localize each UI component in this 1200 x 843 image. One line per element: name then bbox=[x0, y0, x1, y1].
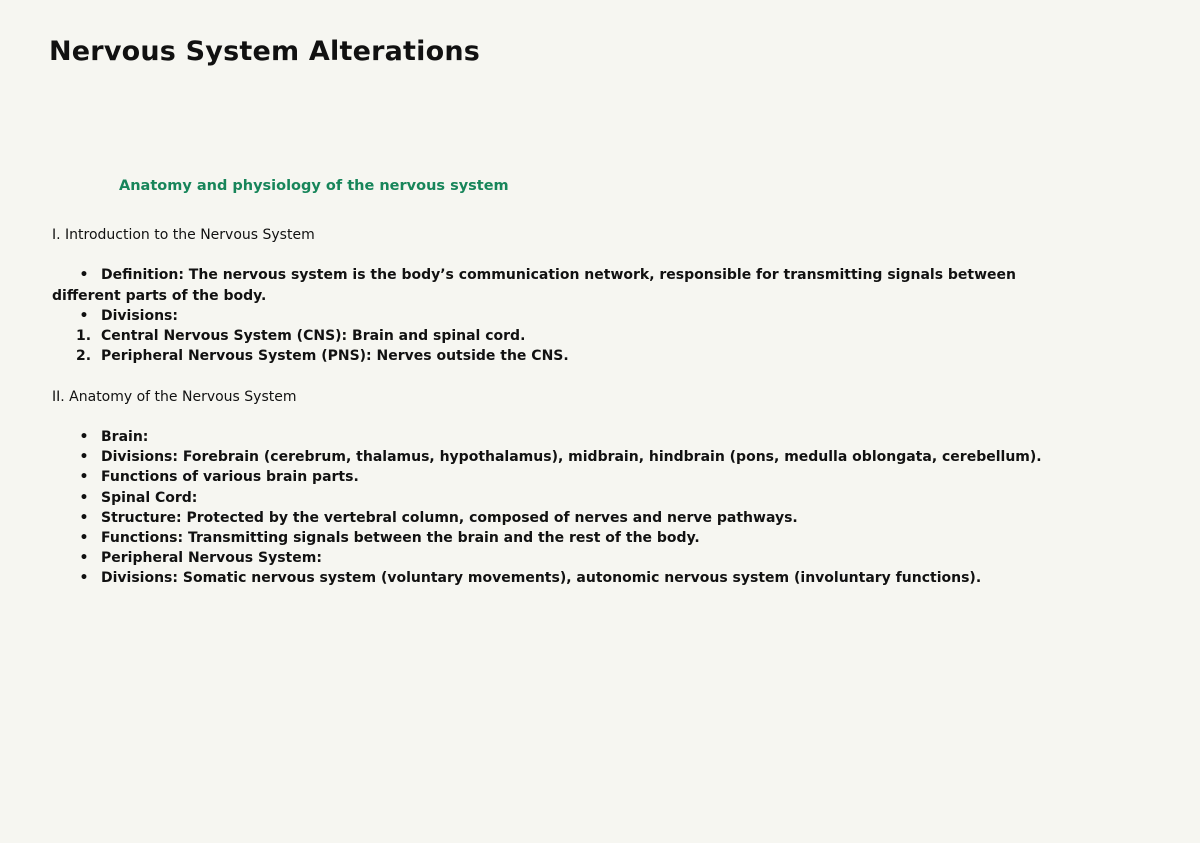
page-title: Nervous System Alterations bbox=[49, 36, 481, 67]
section-heading: II. Anatomy of the Nervous System bbox=[52, 388, 297, 405]
bullet-marker: • bbox=[79, 550, 89, 567]
list-item bbox=[52, 326, 1052, 346]
document-subtitle: Anatomy and physiology of the nervous system bbox=[119, 178, 509, 194]
bullet-marker: • bbox=[79, 489, 89, 506]
list-item-text: Divisions: Somatic nervous system (voluntary movements), autonomic nervous system (involuntary functions). bbox=[101, 570, 982, 587]
list-item bbox=[52, 508, 1052, 528]
bullet-marker: • bbox=[79, 530, 89, 546]
section-heading: I. Introduction to the Nervous System bbox=[52, 227, 315, 243]
list-item bbox=[52, 488, 1052, 508]
list-item-text: Structure: Protected by the vertebral column, composed of nerves and nerve pathways. bbox=[101, 509, 798, 526]
number-marker: 1. bbox=[76, 328, 92, 344]
list-item bbox=[52, 265, 1052, 305]
list-item bbox=[52, 467, 1052, 487]
list-item-text: Spinal Cord: bbox=[101, 489, 198, 506]
bullet-marker: • bbox=[79, 509, 89, 526]
number-marker: 2. bbox=[76, 348, 92, 365]
bullet-marker: • bbox=[79, 428, 89, 445]
list-item-text: Divisions: bbox=[101, 307, 178, 324]
list-item bbox=[52, 568, 1052, 588]
list-item bbox=[52, 346, 1052, 366]
list-item-text: Peripheral Nervous System: bbox=[101, 550, 322, 567]
bullet-marker: • bbox=[79, 449, 89, 466]
list-item-text: Divisions: Forebrain (cerebrum, thalamus, hypothalamus), midbrain, hindbrain (pons, medulla oblongata, cerebellum). bbox=[101, 449, 1042, 466]
bullet-marker: • bbox=[79, 469, 89, 486]
list-item bbox=[52, 528, 1052, 548]
list-item bbox=[52, 427, 1052, 447]
list-item-text: Definition: The nervous system is the body’s communication network, responsible for transmitting signals between different parts of the body. bbox=[52, 267, 1016, 304]
anatomy-list bbox=[52, 427, 1052, 589]
introduction-list bbox=[52, 265, 1052, 366]
list-item bbox=[52, 447, 1052, 467]
bullet-marker: • bbox=[79, 570, 89, 587]
list-item bbox=[52, 306, 1052, 326]
list-item-text: Functions: Transmitting signals between the brain and the rest of the body. bbox=[101, 530, 700, 546]
document-body bbox=[52, 225, 1052, 589]
bullet-marker: • bbox=[79, 307, 89, 324]
section-introduction bbox=[52, 225, 1052, 366]
bullet-marker: • bbox=[79, 267, 89, 284]
section-anatomy bbox=[52, 387, 1052, 589]
list-item-text: Functions of various brain parts. bbox=[101, 469, 359, 486]
list-item bbox=[52, 548, 1052, 568]
list-item-text: Central Nervous System (CNS): Brain and spinal cord. bbox=[101, 328, 526, 344]
list-item-text: Peripheral Nervous System (PNS): Nerves outside the CNS. bbox=[101, 348, 569, 365]
list-item-text: Brain: bbox=[101, 428, 149, 445]
